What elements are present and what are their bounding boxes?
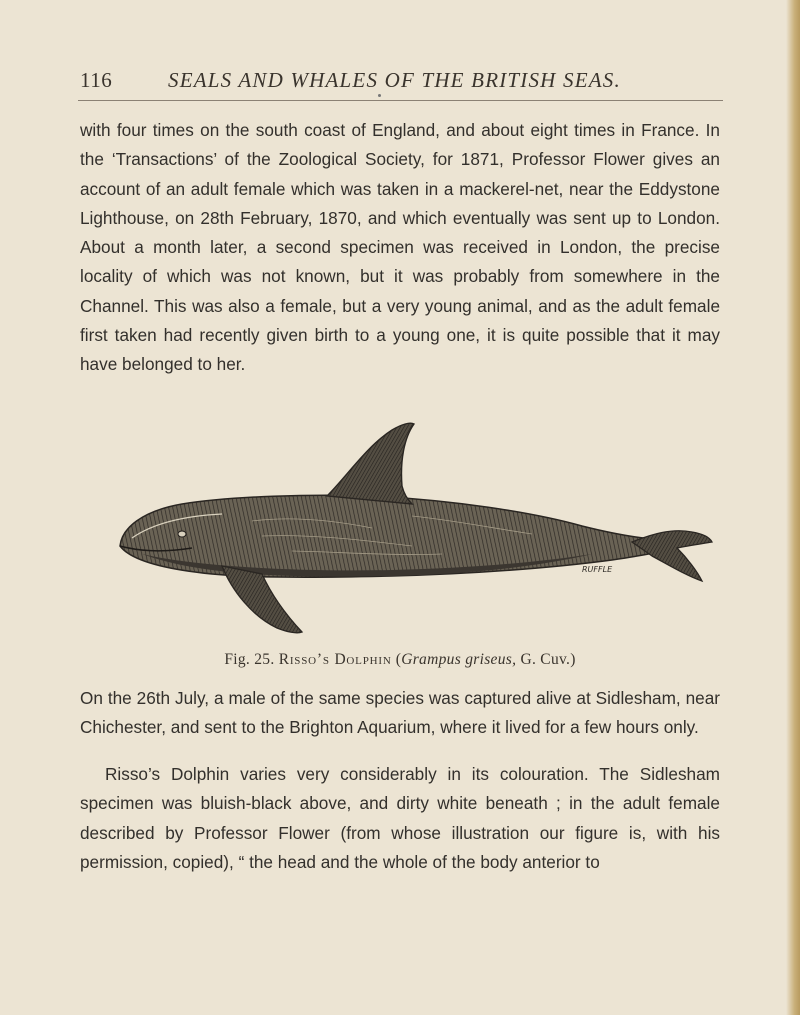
paragraph-2: On the 26th July, a male of the same species was captured alive at Sidlesham, near Chichester, and sent to the Brighton Aquarium, where it lived for a few hours only. bbox=[80, 688, 720, 738]
header-dot bbox=[378, 94, 381, 97]
dorsal-fin bbox=[327, 423, 414, 504]
page-edge-shadow bbox=[786, 0, 800, 1015]
caption-authority: G. Cuv.) bbox=[520, 651, 576, 668]
caption-label: Fig. 25. bbox=[224, 651, 275, 668]
figure-caption bbox=[80, 651, 720, 669]
paragraph-1: with four times on the south coast of England, and about eight times in France. In the ‘Transactions’ of the Zoological Society, for 1871, Professor Flower gives an account of an adult female which was taken in a mackerel-net, near the Eddystone Lighthouse, on 28th February, 1870, and which eventually was sent up to London. About a month later, a second specimen was received in London, the precise locality of which was not known, but it was probably from somewhere in the Channel. This was also a female, but a very young animal, and as the adult female first taken had recently given birth to a young one, it is quite possible that it may have belonged to her. bbox=[80, 120, 720, 375]
dolphin-illustration bbox=[112, 416, 717, 641]
caption-common-name: Risso’s Dolphin bbox=[278, 651, 392, 668]
eye bbox=[178, 531, 186, 537]
paragraph-3: Risso’s Dolphin varies very considerably in its colouration. The Sidlesham specimen was bluish-black above, and dirty white beneath ; in the adult female described by Professor Flower (from whose illustration our figure is, with his permission, copied), “ the head and the whole of the body anterior to bbox=[80, 764, 720, 872]
header-rule bbox=[78, 100, 723, 101]
page-header bbox=[80, 68, 720, 96]
caption-paren-open: ( bbox=[395, 651, 402, 668]
tail-flukes bbox=[632, 531, 712, 581]
caption-scientific-name: Grampus griseus, bbox=[401, 651, 517, 668]
artist-signature: RUFFLE bbox=[582, 565, 613, 574]
page-number: 116 bbox=[80, 68, 113, 92]
running-title: SEALS AND WHALES OF THE BRITISH SEAS. bbox=[168, 68, 621, 92]
